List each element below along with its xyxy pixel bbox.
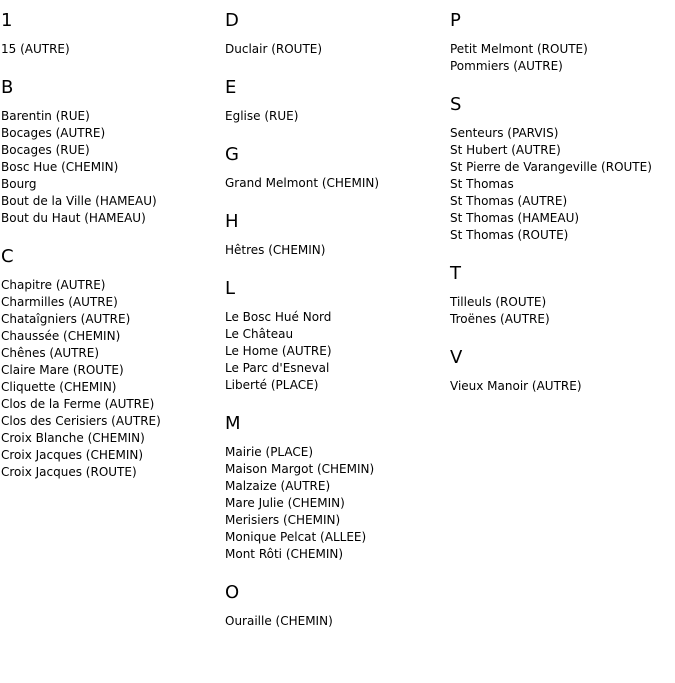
street-link[interactable]: Eglise (RUE): [225, 109, 299, 123]
street-link[interactable]: Malzaize (AUTRE): [225, 479, 331, 493]
street-link[interactable]: Bout de la Ville (HAMEAU): [1, 194, 157, 208]
street-link[interactable]: Bosc Hue (CHEMIN): [1, 160, 119, 174]
street-link[interactable]: Chênes (AUTRE): [1, 346, 100, 360]
street-link[interactable]: Mare Julie (CHEMIN): [225, 496, 345, 510]
street-link[interactable]: Pommiers (AUTRE): [450, 59, 563, 73]
street-list: [225, 41, 445, 58]
street-link[interactable]: Bocages (RUE): [1, 143, 90, 157]
section-letter-heading: P: [450, 10, 461, 31]
street-list: [1, 41, 221, 58]
street-link[interactable]: St Thomas (AUTRE): [450, 194, 568, 208]
street-link[interactable]: Chataîgniers (AUTRE): [1, 312, 131, 326]
section-letter-heading: B: [1, 77, 14, 98]
street-link[interactable]: 15 (AUTRE): [1, 42, 70, 56]
street-link[interactable]: Merisiers (CHEMIN): [225, 513, 341, 527]
street-link[interactable]: St Pierre de Varangeville (ROUTE): [450, 160, 652, 174]
street-list: [225, 613, 445, 630]
letter-section: [1, 76, 221, 227]
street-link[interactable]: Ouraille (CHEMIN): [225, 614, 333, 628]
street-list: [1, 277, 221, 481]
street-list: [225, 444, 445, 563]
street-link[interactable]: Vieux Manoir (AUTRE): [450, 379, 582, 393]
section-letter-heading: T: [450, 263, 461, 284]
letter-section: [450, 346, 674, 395]
street-link[interactable]: Claire Mare (ROUTE): [1, 363, 124, 377]
section-letter-heading: S: [450, 94, 462, 115]
street-link[interactable]: Cliquette (CHEMIN): [1, 380, 117, 394]
street-link[interactable]: Troënes (AUTRE): [450, 312, 550, 326]
street-link[interactable]: St Hubert (AUTRE): [450, 143, 561, 157]
column-1: [1, 9, 221, 481]
letter-section: [1, 9, 221, 58]
street-link[interactable]: Charmilles (AUTRE): [1, 295, 118, 309]
letter-section: [225, 76, 445, 125]
letter-section: [225, 412, 445, 563]
street-link[interactable]: Liberté (PLACE): [225, 378, 319, 392]
column-2: [225, 9, 445, 630]
street-link[interactable]: Senteurs (PARVIS): [450, 126, 559, 140]
letter-section: [225, 9, 445, 58]
street-link[interactable]: Hêtres (CHEMIN): [225, 243, 326, 257]
street-link[interactable]: Le Bosc Hué Nord: [225, 310, 332, 324]
section-letter-heading: O: [225, 582, 240, 603]
street-link[interactable]: Mairie (PLACE): [225, 445, 314, 459]
letter-section: [450, 262, 674, 328]
street-link[interactable]: Barentin (RUE): [1, 109, 90, 123]
street-list: [450, 294, 674, 328]
street-link[interactable]: Croix Jacques (ROUTE): [1, 465, 137, 479]
street-link[interactable]: Bourg: [1, 177, 37, 191]
section-letter-heading: E: [225, 77, 237, 98]
street-list: [1, 108, 221, 227]
street-link[interactable]: Tilleuls (ROUTE): [450, 295, 547, 309]
section-letter-heading: H: [225, 211, 239, 232]
section-letter-heading: G: [225, 144, 239, 165]
street-list: [450, 41, 674, 75]
section-letter-heading: V: [450, 347, 463, 368]
street-link[interactable]: Maison Margot (CHEMIN): [225, 462, 375, 476]
street-link[interactable]: Croix Blanche (CHEMIN): [1, 431, 145, 445]
street-list: [450, 125, 674, 244]
street-link[interactable]: Croix Jacques (CHEMIN): [1, 448, 144, 462]
street-link[interactable]: Le Home (AUTRE): [225, 344, 332, 358]
street-list: [450, 378, 674, 395]
street-link[interactable]: Clos de la Ferme (AUTRE): [1, 397, 155, 411]
street-link[interactable]: Grand Melmont (CHEMIN): [225, 176, 380, 190]
street-link[interactable]: Mont Rôti (CHEMIN): [225, 547, 344, 561]
section-letter-heading: D: [225, 10, 239, 31]
street-link[interactable]: Clos des Cerisiers (AUTRE): [1, 414, 161, 428]
street-link[interactable]: Duclair (ROUTE): [225, 42, 323, 56]
letter-section: [225, 143, 445, 192]
street-link[interactable]: St Thomas (HAMEAU): [450, 211, 580, 225]
street-list: [225, 309, 445, 394]
letter-section: [450, 9, 674, 75]
section-letter-heading: M: [225, 413, 241, 434]
street-link[interactable]: Le Château: [225, 327, 294, 341]
letter-section: [225, 581, 445, 630]
letter-section: [1, 245, 221, 481]
street-link[interactable]: Bout du Haut (HAMEAU): [1, 211, 146, 225]
column-3: [450, 9, 674, 395]
section-letter-heading: 1: [1, 10, 13, 31]
section-letter-heading: C: [1, 246, 14, 267]
street-link[interactable]: Le Parc d'Esneval: [225, 361, 330, 375]
street-link[interactable]: Monique Pelcat (ALLEE): [225, 530, 367, 544]
street-link[interactable]: Chapitre (AUTRE): [1, 278, 106, 292]
letter-section: [450, 93, 674, 244]
street-link[interactable]: Bocages (AUTRE): [1, 126, 106, 140]
section-letter-heading: L: [225, 278, 236, 299]
letter-section: [225, 277, 445, 394]
letter-section: [225, 210, 445, 259]
street-link[interactable]: Petit Melmont (ROUTE): [450, 42, 588, 56]
street-list: [225, 242, 445, 259]
street-link[interactable]: St Thomas: [450, 177, 514, 191]
street-link[interactable]: St Thomas (ROUTE): [450, 228, 569, 242]
street-list: [225, 108, 445, 125]
street-link[interactable]: Chaussée (CHEMIN): [1, 329, 121, 343]
street-list: [225, 175, 445, 192]
